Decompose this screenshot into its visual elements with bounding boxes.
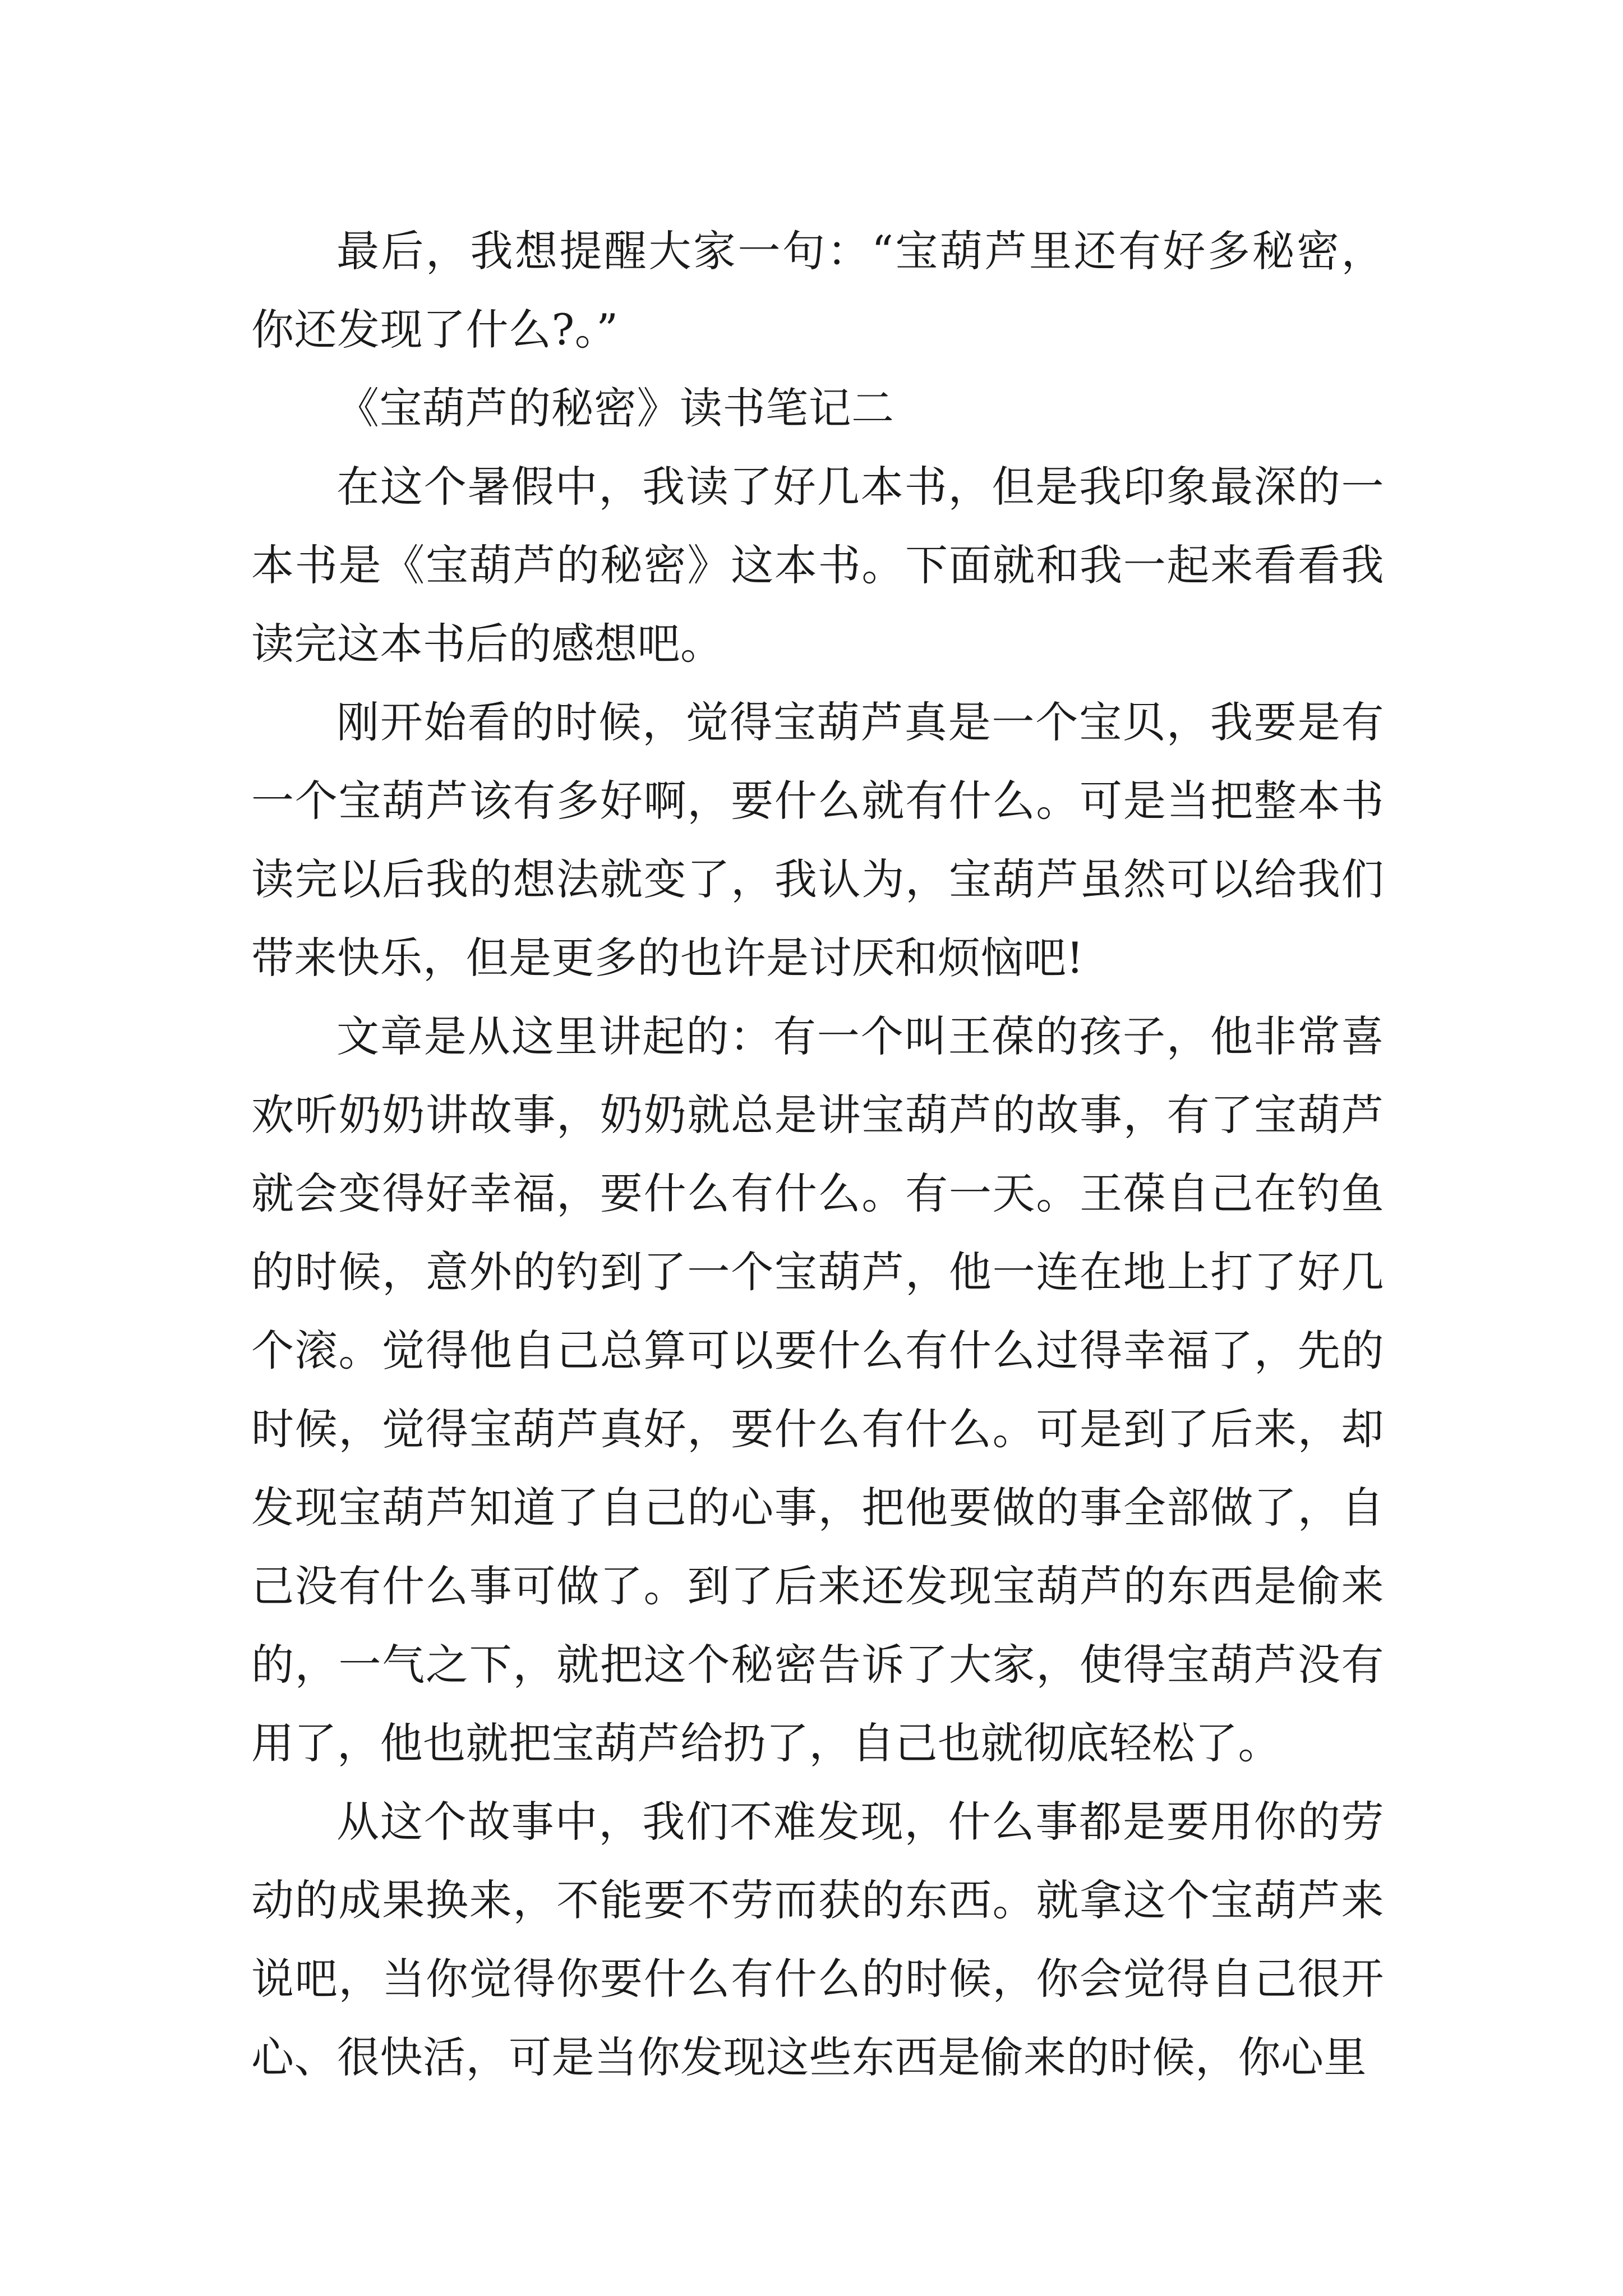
paragraph-closing-remark: 最后，我想提醒大家一句：“宝葫芦里还有好多秘密，你还发现了什么?。” — [251, 226, 1384, 355]
paragraph-lesson: 从这个故事中，我们不难发现，什么事都是要用你的劳动的成果换来，不能要不劳而获的东西。就拿这个宝葫芦来说吧，当你觉得你要什么有什么的时候，你会觉得自己很开心、很快活，可是当你发现这些东西是偷来的时候，你心里 — [251, 1797, 1384, 2082]
section-title: 《宝葫芦的秘密》读书笔记二 — [336, 383, 895, 433]
paragraph-first-impression: 刚开始看的时候，觉得宝葫芦真是一个宝贝，我要是有一个宝葫芦该有多好啊，要什么就有什么。可是当把整本书读完以后我的想法就变了，我认为，宝葫芦虽然可以给我们带来快乐，但是更多的也许是讨厌和烦恼吧! — [251, 697, 1384, 983]
paragraph-story-summary: 文章是从这里讲起的：有一个叫王葆的孩子，他非常喜欢听奶奶讲故事，奶奶就总是讲宝葫芦的故事，有了宝葫芦就会变得好幸福，要什么有什么。有一天。王葆自己在钓鱼的时候，意外的钓到了一个宝葫芦，他一连在地上打了好几个滚。觉得他自己总算可以要什么有什么过得幸福了，先的时候，觉得宝葫芦真好，要什么有什么。可是到了后来，却发现宝葫芦知道了自己的心事，把他要做的事全部做了，自己没有什么事可做了。到了后来还发现宝葫芦的东西是偷来的，一气之下，就把这个秘密告诉了大家，使得宝葫芦没有用了，他也就把宝葫芦给扔了，自己也就彻底轻松了。 — [251, 1011, 1384, 1768]
paragraph-intro: 在这个暑假中，我读了好几本书，但是我印象最深的一本书是《宝葫芦的秘密》这本书。下面就和我一起来看看我读完这本书后的感想吧。 — [251, 462, 1384, 669]
document-body — [251, 212, 1384, 2097]
